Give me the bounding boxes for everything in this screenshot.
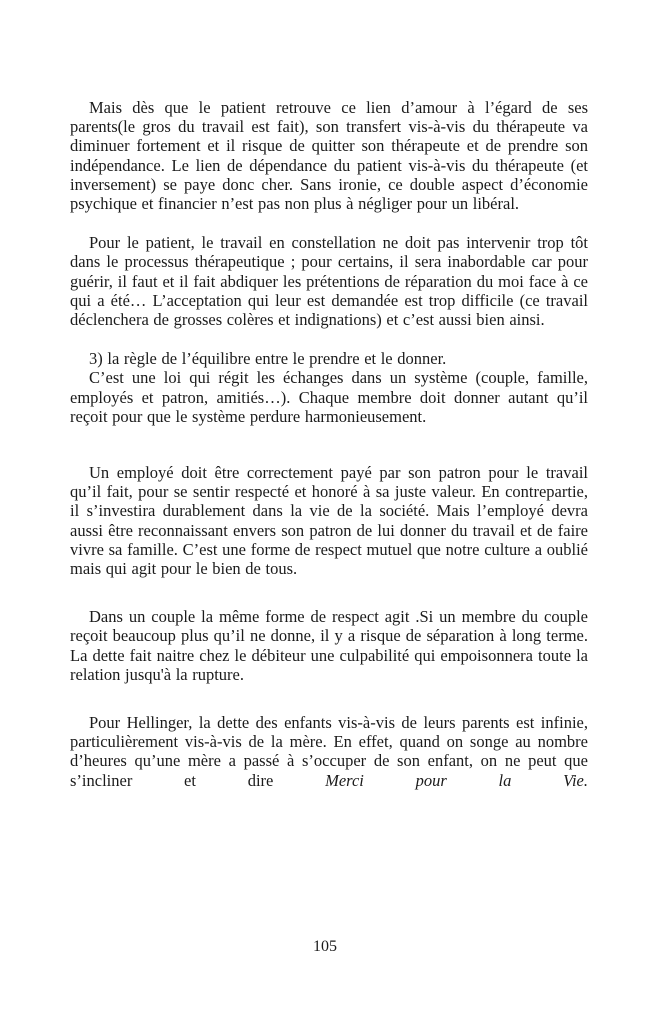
- paragraph-regle-equilibre-heading: 3) la règle de l’équilibre entre le prendre et le donner.: [89, 349, 447, 369]
- text-block: [70, 98, 588, 790]
- paragraph-couple-dette: Dans un couple la même forme de respect agit .Si un membre du couple reçoit beaucoup plus qu’il ne donne, il y a risque de séparation à long terme. La dette fait naitre chez le débiteur une culpabilité qui empoisonnera toute la relation jusqu'à la rupture.: [70, 607, 588, 684]
- paragraph-hellinger: [70, 713, 588, 790]
- paragraph-hellinger-italic: Merci pour la Vie.: [325, 770, 588, 790]
- paragraph-hellinger-text: Pour Hellinger, la dette des enfants vis-à-vis de leurs parents est infinie, particulièrement vis-à-vis de la mère. En effet, quand on songe au nombre d’heures qu’une mère a passé à s’occuper de son enfant, on ne peut que s’incliner et dire: [70, 713, 588, 790]
- paragraph-constellation: Pour le patient, le travail en constellation ne doit pas intervenir trop tôt dans le processus thérapeutique ; pour certains, il sera inabordable car pour guérir, il faut et il fait abdiquer les prétentions de réparation du moi face à ce qui a été… L’acceptation qui leur est demandée est trop difficile (ce travail déclenchera de grosses colères et indignations) et c’est aussi bien ainsi.: [70, 233, 588, 330]
- page-number: 105: [313, 938, 337, 955]
- paragraph-transfert: Mais dès que le patient retrouve ce lien d’amour à l’égard de ses parents(le gros du travail est fait), son transfert vis-à-vis du thérapeute va diminuer fortement et il risque de quitter son thérapeute et de prendre son indépendance. Le lien de dépendance du patient vis-à-vis du thérapeute (et inversement) se paye donc cher. Sans ironie, ce double aspect d’économie psychique et financier n’est pas non plus à négliger pour un libéral.: [70, 98, 588, 214]
- paragraph-loi-systeme: C’est une loi qui régit les échanges dans un système (couple, famille, employés et patron, amitiés…). Chaque membre doit donner autant qu’il reçoit pour que le système perdure harmonieusement.: [70, 368, 588, 426]
- paragraph-employe-patron: Un employé doit être correctement payé par son patron pour le travail qu’il fait, pour se sentir respecté et honoré à sa juste valeur. En contrepartie, il s’investira durablement dans la vie de la société. Mais l’employé devra aussi être reconnaissant envers son patron de lui donner du travail et de faire vivre sa famille. C’est une forme de respect mutuel que notre culture a oublié mais qui agit pour le bien de tous.: [70, 463, 588, 579]
